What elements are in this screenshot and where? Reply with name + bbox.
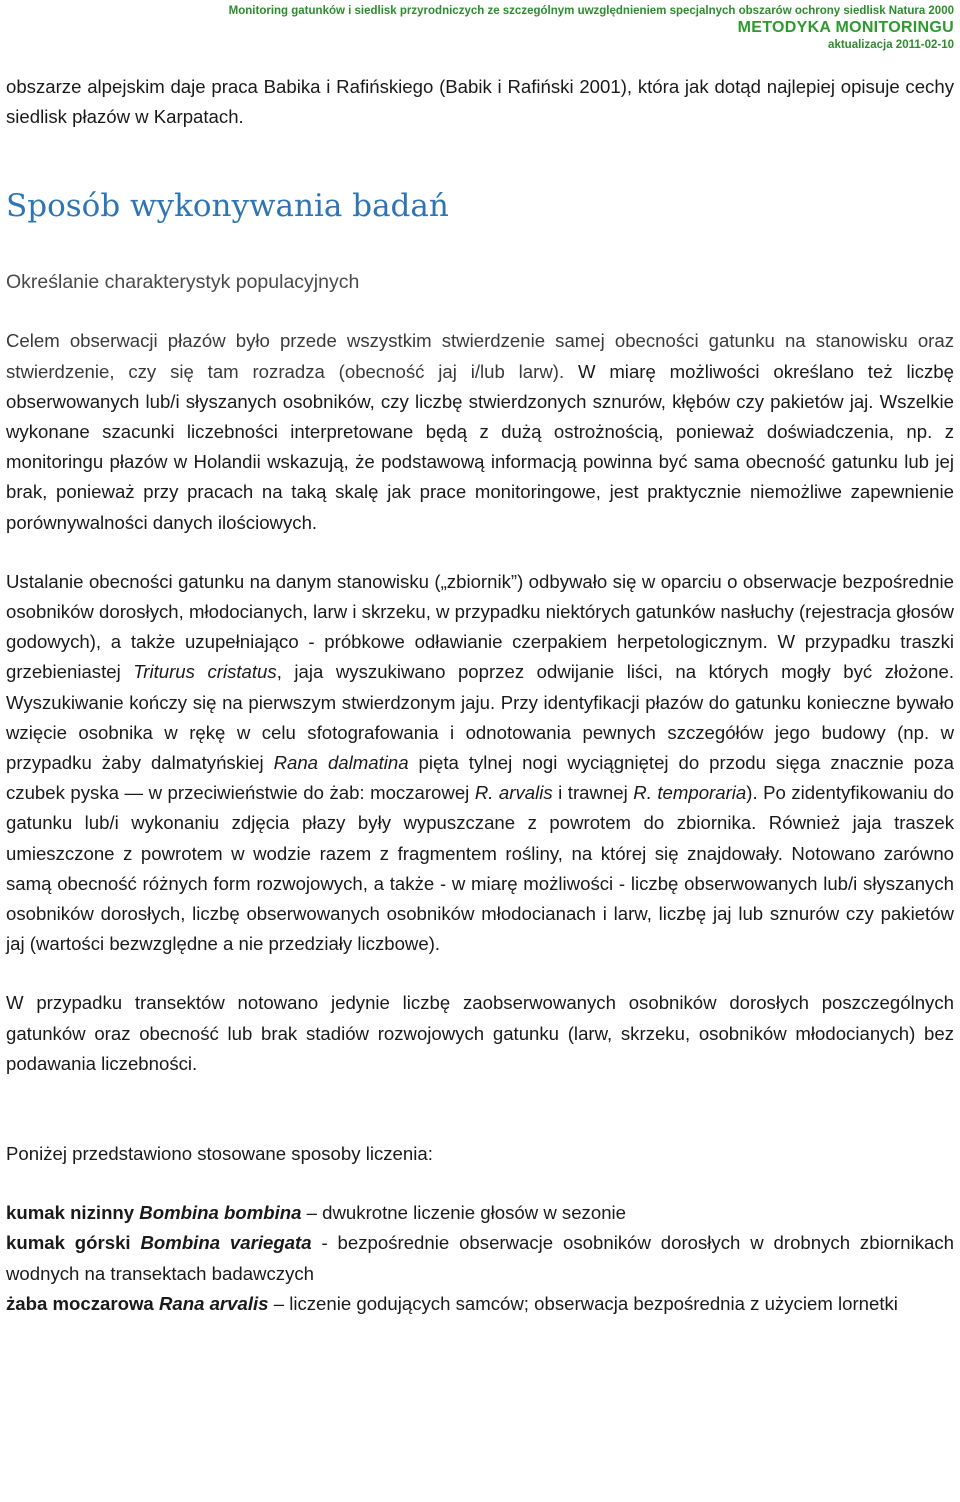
paragraph-counting-methods-intro: Poniżej przedstawiono stosowane sposoby liczenia: [6, 1143, 433, 1165]
species-method: - bezpośrednie obserwacje osobników dorosłych w drobnych zbiornikach wodnych na transektach badawczych [6, 1232, 954, 1284]
document-body [6, 72, 954, 1319]
header-update-date: aktualizacja 2011-02-10 [828, 39, 954, 51]
latin-name: R. temporaria [633, 782, 747, 804]
species-method: – dwukrotne liczenie głosów w sezonie [301, 1202, 627, 1224]
list-item [6, 1228, 954, 1288]
subsection-title: Określanie charakterystyk populacyjnych [6, 271, 360, 294]
latin-name: R. arvalis [474, 782, 553, 804]
species-name: kumak górski [6, 1232, 131, 1254]
species-latin-name: Rana arvalis [158, 1292, 269, 1314]
species-method: – liczenie godujących samców; obserwacja bezpośrednia z użyciem lornetki [268, 1292, 898, 1314]
section-title: Sposób wykonywania badań [6, 188, 449, 225]
latin-name: Triturus cristatus [133, 661, 277, 683]
species-name: żaba moczarowa [6, 1292, 154, 1314]
header-methodology-title: METODYKA MONITORINGU [737, 19, 954, 36]
intro-paragraph: obszarze alpejskim daje praca Babika i Rafińskiego (Babik i Rafiński 2001), która jak dotąd najlepiej opisuje cechy siedlisk płazów w Karpatach. [6, 76, 954, 128]
paragraph-lead-text: Celem obserwacji płazów było przede wszystkim stwierdzenie samej obecności gatunku na stanowisku oraz stwierdzenie, czy się tam rozradza (obecność jaj i/lub larw). [6, 330, 954, 382]
text-run: pięta tylnej nogi wyciągniętej do przodu sięga znacznie poza czubek pyska — w przeciwieństwie do żab: moczarowej [6, 752, 954, 804]
list-item [6, 1198, 954, 1228]
species-latin-name: Bombina variegata [140, 1232, 312, 1254]
text-run: ). Po zidentyfikowaniu do gatunku lub/i wykonaniu zdjęcia płazy były wypuszczane z powrotem do zbiornika. Również jaja traszek umieszczone z powrotem w wodzie razem z fragmentem rośliny, na której się znajdowały. Notowano zarówno samą obecność różnych form rozwojowych, a także - w miarę możliwości - liczbę obserwowanych lub/i słyszanych osobników dorosłych, liczbę obserwowanych osobników młodocianach i larw, liczbę jaj lub sznurów czy pakietów jaj (wartości bezwzględne a nie przedziały liczbowe). [6, 782, 954, 955]
page-header [6, 0, 954, 52]
paragraph-transects: W przypadku transektów notowano jedynie liczbę zaobserwowanych osobników dorosłych poszczególnych gatunków oraz obecność lub brak stadiów rozwojowych gatunku (larw, skrzeku, osobników młodocianych) bez podawania liczebności. [6, 992, 954, 1074]
list-item [6, 1289, 954, 1319]
paragraph-observation-goals [6, 326, 954, 537]
text-run: i trawnej [552, 782, 634, 804]
species-name: kumak nizinny [6, 1202, 135, 1224]
text-run: Ustalanie obecności gatunku na danym stanowisku („zbiornik”) odbywało się w oparciu o obserwacje bezpośrednie osobników dorosłych, młodocianych, larw i skrzeku, w przypadku niektórych gatunków nasłuchy (rejestracja głosów godowych), a także uzupełniająco - próbkowe odławianie czerpakiem herpetologicznym. W przypadku traszki grzebieniastej [6, 570, 954, 683]
latin-name: Rana dalmatina [273, 752, 409, 774]
paragraph-rest-text: W miarę możliwości określano też liczbę obserwowanych lub/i słyszanych osobników, czy liczbę stwierdzonych sznurów, kłębów czy pakietów jaj. Wszelkie wykonane szacunki liczebności interpretowane będą z dużą ostrożnością, ponieważ doświadczenia, np. z monitoringu płazów w Holandii wskazują, że podstawową informacją powinna być sama obecność gatunku lub jej brak, ponieważ przy pracach na taką skalę jak prace monitoringowe, jest praktycznie niemożliwe zapewnienie porównywalności danych ilościowych. [6, 360, 954, 533]
species-latin-name: Bombina bombina [139, 1202, 302, 1224]
text-run: , jaja wyszukiwano poprzez odwijanie liści, na których mogły być złożone. Wyszukiwanie kończy się na pierwszym stwierdzonym jaju. Przy identyfikacji płazów do gatunku konieczne bywało wzięcie osobnika w rękę w celu sfotografowania i odnotowania pewnych szczegółów jego budowy (np. w przypadku żaby dalmatyńskiej [6, 661, 954, 774]
species-counting-list [6, 1198, 954, 1319]
header-project-title: Monitoring gatunków i siedlisk przyrodniczych ze szczególnym uwzględnieniem specjalnych obszarów ochrony siedlisk Natura 2000 [228, 5, 954, 17]
paragraph-presence-determination [6, 567, 954, 960]
